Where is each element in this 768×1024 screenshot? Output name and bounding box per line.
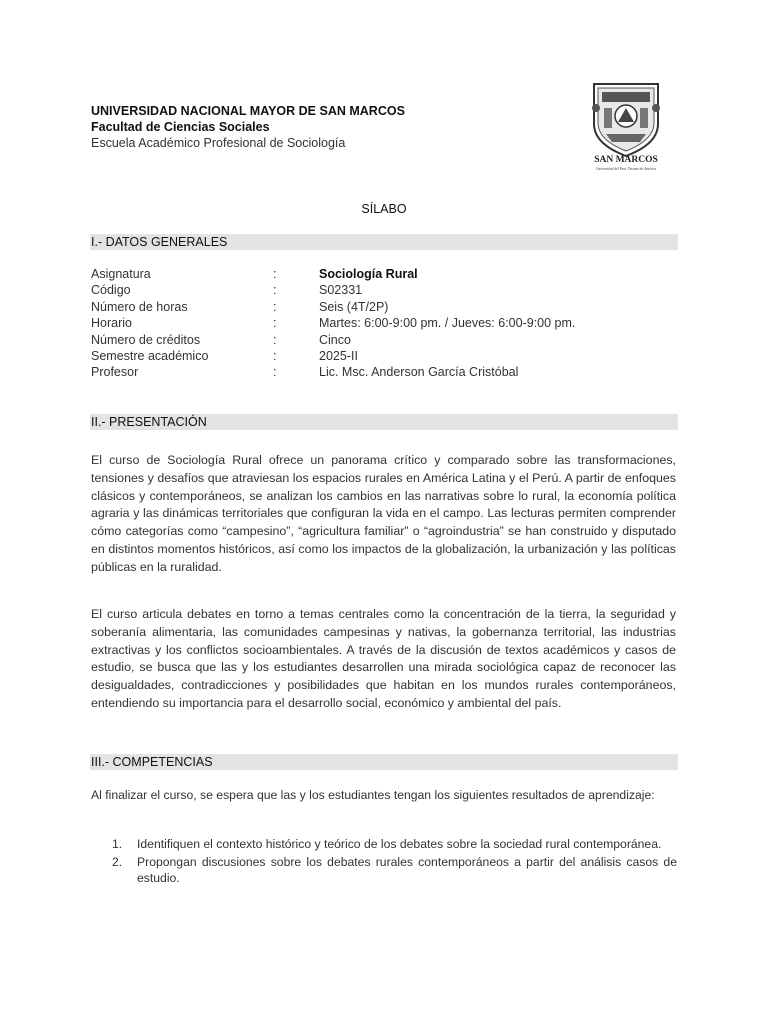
datos-value: 2025-II [319,348,358,363]
presentacion-paragraph-2: El curso articula debates en torno a temas centrales como la concentración de la tierra, la seguridad y soberanía alimentaria, las comunidades campesinas y nativas, la gobernanza territorial, las industrias extractivas y los conflictos socioambientales. A través de la discusión de textos académicos y casos de estudio, se busca que las y los estudiantes desarrollen una mirada sociológica capaz de reconocer las desigualdades, contradicciones y posibilidades que habitan en los mundos rurales contemporáneos, entendiendo su importancia para el desarrollo social, económico y ambiental del país. [91,607,676,710]
datos-value: S02331 [319,283,363,298]
datos-value: Cinco [319,332,351,347]
document-title: SÍLABO [361,202,407,216]
datos-value: Sociología Rural [319,267,418,281]
datos-row-semestre [91,348,681,364]
datos-label: Semestre académico [91,348,209,363]
datos-label: Profesor [91,365,139,380]
datos-row-horas [91,299,681,315]
datos-colon: : [273,332,277,347]
seal-shield-icon [592,84,660,156]
datos-label: Código [91,283,131,298]
school-name: Escuela Académico Profesional de Sociología [91,136,346,150]
datos-row-asignatura [91,266,681,282]
datos-generales-list [91,266,681,381]
presentacion-paragraph-1: El curso de Sociología Rural ofrece un panorama crítico y comparado sobre las transformaciones, tensiones y desafíos que atraviesan los espacios rurales en América Latina y el Perú. A partir de enfoques clásicos y contemporáneos, se analizan los cambios en las narrativas sobre lo rural, la economía política agraria y las dinámicas territoriales que configuran la vida en el campo. Las lecturas permiten comprender cómo categorías como “campesino”, “agricultura familiar” o “agroindustria” se han construido y disputado en distintos momentos históricos, así como los impactos de la globalización, la urbanización y las políticas públicas en la ruralidad. [91,453,676,574]
list-item [112,854,677,887]
datos-row-horario [91,315,681,331]
datos-colon: : [273,267,277,281]
seal-name-text: SAN MARCOS [594,155,658,165]
institution-header [91,103,571,151]
datos-row-profesor [91,364,681,380]
list-item-text: Identifiquen el contexto histórico y teórico de los debates sobre la sociedad rural contemporánea. [137,837,662,851]
list-item-number: 1. [112,837,123,851]
datos-label: Horario [91,316,132,331]
faculty-name: Facultad de Ciencias Sociales [91,120,270,134]
datos-value: Seis (4T/2P) [319,299,389,314]
datos-row-codigo [91,282,681,298]
datos-value: Martes: 6:00-9:00 pm. / Jueves: 6:00-9:00 pm. [319,316,576,331]
section-competencias: III.- COMPETENCIAS [90,754,678,770]
datos-label: Número de horas [91,299,188,314]
competencias-intro: Al finalizar el curso, se espera que las y los estudiantes tengan los siguientes resultados de aprendizaje: [91,788,655,802]
datos-value: Lic. Msc. Anderson García Cristóbal [319,365,519,380]
list-item-number: 2. [112,854,123,869]
list-item-text: Propongan discusiones sobre los debates rurales contemporáneos a partir del análisis casos de estudio. [137,854,677,885]
section-presentacion: II.- PRESENTACIÓN [90,414,678,430]
datos-colon: : [273,283,277,298]
competencias-list [112,836,677,888]
datos-colon: : [273,365,277,380]
datos-colon: : [273,299,277,314]
university-seal-logo [588,78,664,174]
seal-tagline-text: Universidad del Perú. Decana de América [595,167,657,171]
datos-label: Número de créditos [91,332,201,347]
university-name: UNIVERSIDAD NACIONAL MAYOR DE SAN MARCOS [91,104,405,118]
datos-row-creditos [91,332,681,348]
section-datos-generales: I.- DATOS GENERALES [90,234,678,250]
datos-colon: : [273,316,277,331]
datos-colon: : [273,348,277,363]
datos-label: Asignatura [91,267,151,281]
list-item [112,836,677,853]
